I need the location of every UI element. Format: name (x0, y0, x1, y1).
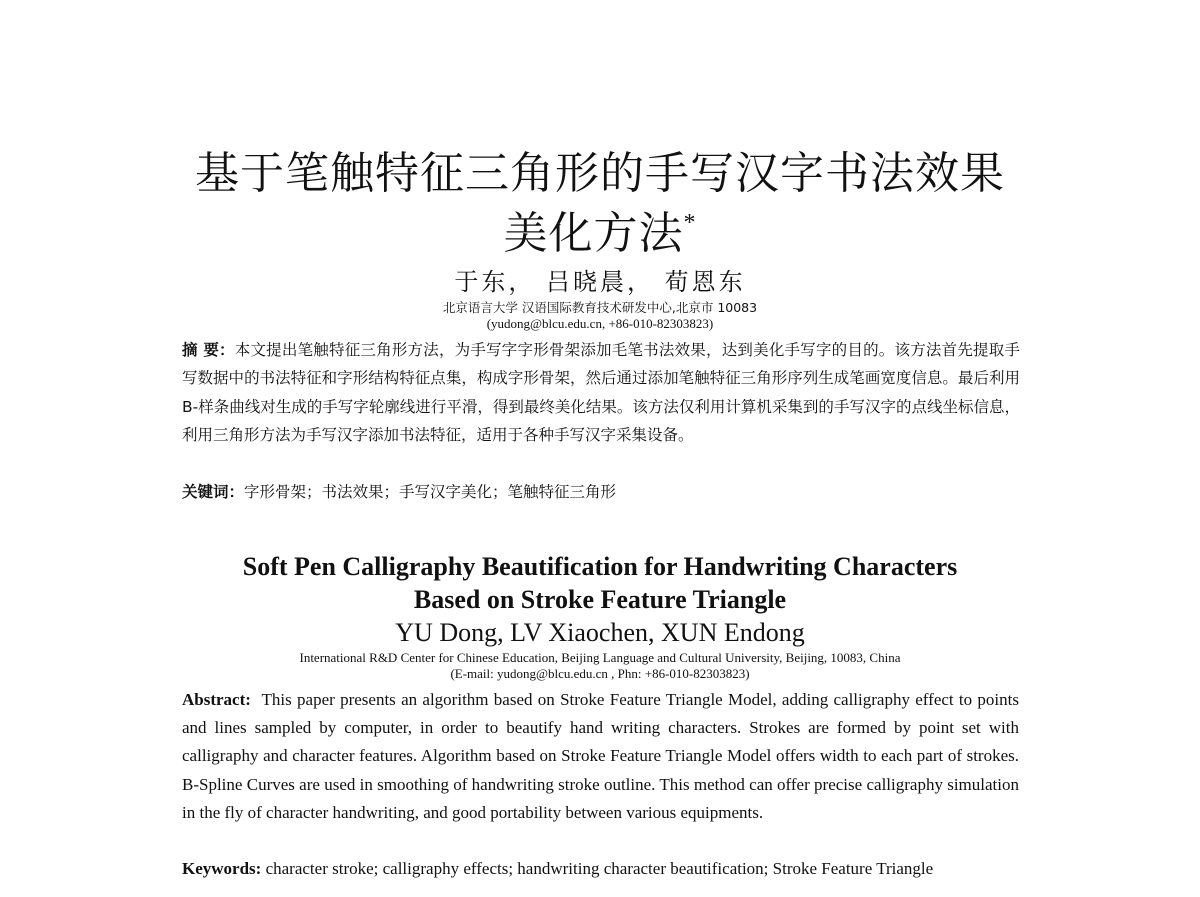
chinese-affiliation: 北京语言大学 汉语国际教育技术研发中心,北京市 10083 (442, 300, 758, 315)
english-keywords (182, 859, 1020, 879)
chinese-abstract (182, 336, 1020, 449)
chinese-abstract-text: 本文提出笔触特征三角形方法，为手写字字形骨架添加毛笔书法效果，达到美化手写字的目的。该方法首先提取手写数据中的书法特征和字形结构特征点集，构成字形骨架，然后通过添加笔触特征三角形序列生成笔画宽度信息。最后利用 B-样条曲线对生成的手写字轮廓线进行平滑，得到最终美化结果。该方法仅利用计算机采集到的手写汉字的点线坐标信息，利用三角形方法为手写汉字添加书法特征，适用于各种手写汉字采集设备。 (182, 341, 1020, 444)
chinese-title-line-2: 美化方法* (503, 208, 697, 259)
chinese-abstract-label: 摘 要： (182, 341, 235, 359)
chinese-contact: (yudong@blcu.edu.cn, +86-010-82303823) (486, 316, 714, 331)
english-contact: (E-mail: yudong@blcu.edu.cn , Phn: +86-010-82303823) (450, 666, 750, 681)
chinese-keywords (182, 480, 1020, 502)
chinese-keywords-text: 字形骨架；书法效果；手写汉字美化；笔触特征三角形 (244, 483, 617, 501)
chinese-authors: 于东， 吕晓晨， 荀恩东 (454, 268, 746, 296)
english-title-line-2: Based on Stroke Feature Triangle (413, 585, 787, 614)
english-abstract (182, 686, 1019, 827)
english-keywords-text: character stroke; calligraphy effects; handwriting character beautification; Stroke Feature Triangle (265, 859, 934, 878)
english-abstract-label: Abstract: (182, 690, 251, 709)
title-footnote-mark: * (683, 210, 697, 237)
english-keywords-label: Keywords: (182, 859, 262, 878)
english-abstract-text: This paper presents an algorithm based on Stroke Feature Triangle Model, adding calligraphy effect to points and lines sampled by computer, in order to beautify hand writing characters. Strokes are formed by point set with calligraphy and character features. Algorithm based on Stroke Feature Triangle Model offers width to each part of strokes. B-Spline Curves are used in smoothing of handwriting stroke outline. This method can offer precise calligraphy simulation in the fly of character handwriting, and good portability between various equipments. (182, 690, 1019, 822)
chinese-keywords-label: 关键词： (182, 483, 245, 501)
english-authors: YU Dong, LV Xiaochen, XUN Endong (395, 618, 805, 647)
chinese-title-line-1: 基于笔触特征三角形的手写汉字书法效果 (195, 148, 1005, 199)
english-affiliation: International R&D Center for Chinese Education, Beijing Language and Cultural University, Beijing, 10083, China (299, 650, 901, 665)
english-title-line-1: Soft Pen Calligraphy Beautification for Handwriting Characters (242, 552, 958, 581)
